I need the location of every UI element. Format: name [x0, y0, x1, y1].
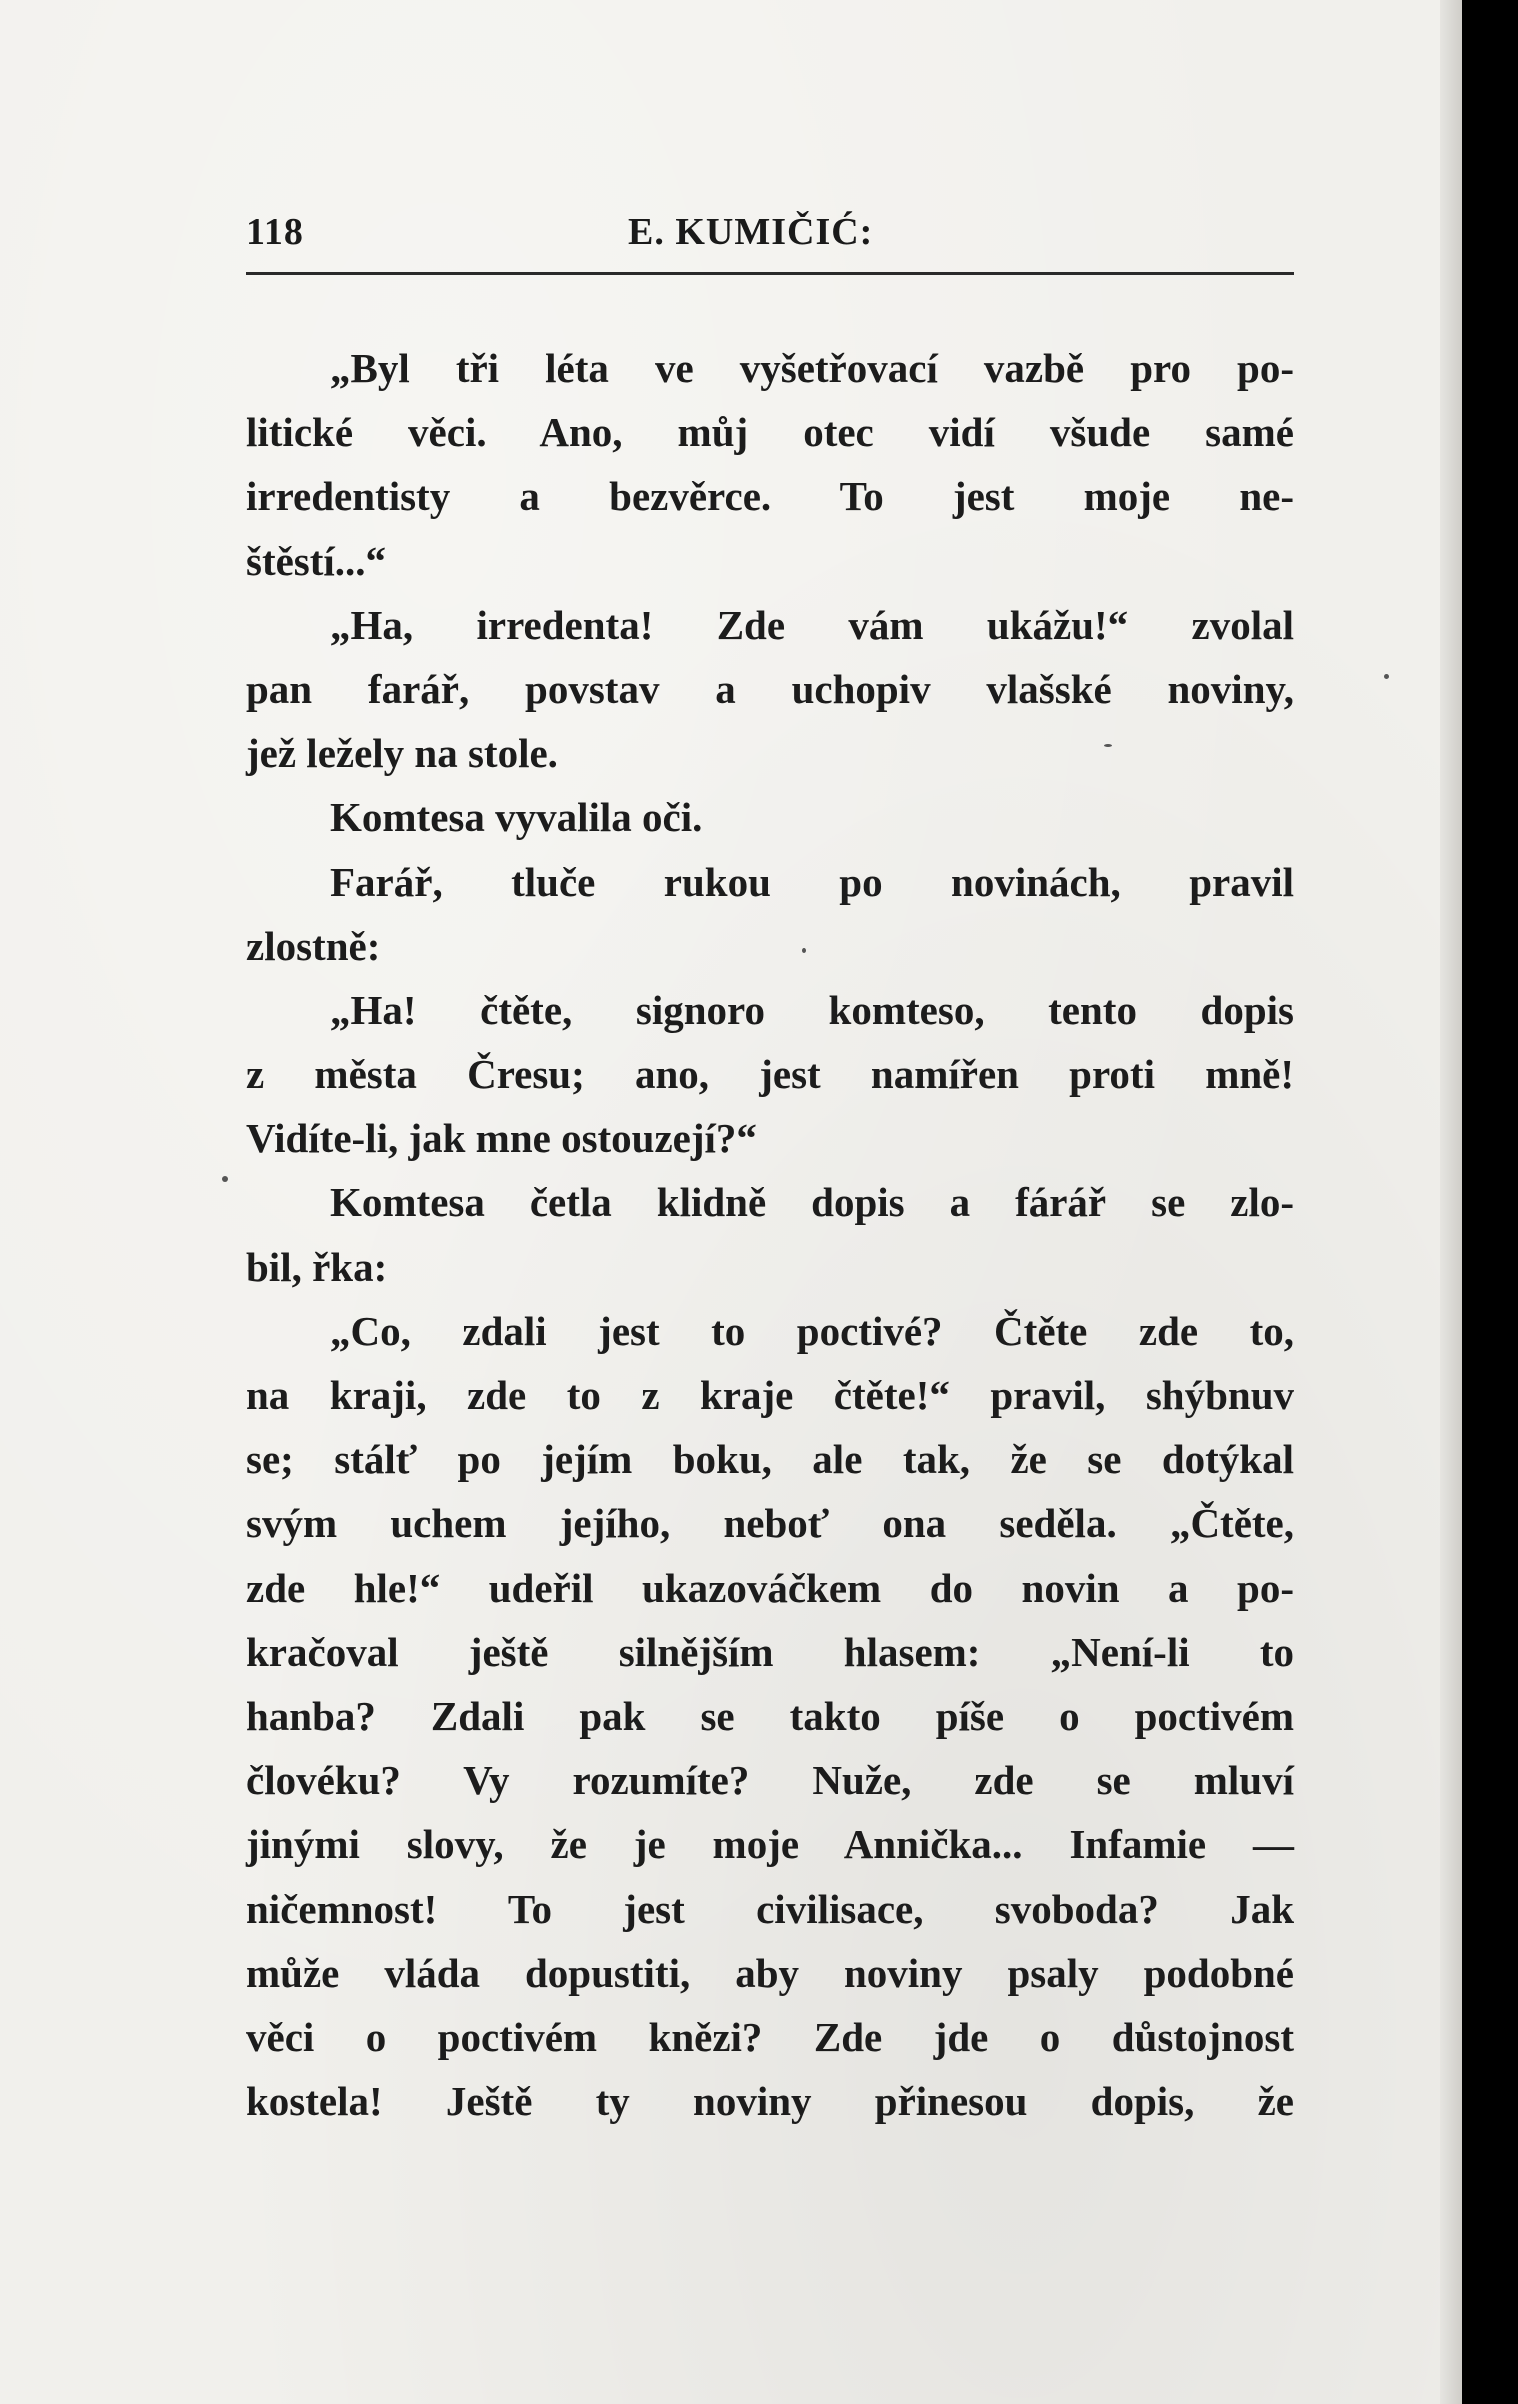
- text-line: kračoval ještě silnějším hlasem: „Není-li to: [246, 1628, 1294, 1675]
- text-line: pan farář, povstav a uchopiv vlašské noviny,: [246, 665, 1294, 712]
- text-line: může vláda dopustiti, aby noviny psaly podobné: [246, 1949, 1294, 1996]
- text-line: štěstí...“: [246, 537, 387, 584]
- header-rule: [246, 272, 1294, 275]
- body-text: [246, 336, 1294, 2133]
- text-line: Komtesa četla klidně dopis a fárář se zlo-: [330, 1179, 1294, 1226]
- text-line: jež ležely na stole.: [246, 730, 558, 777]
- text-line: jinými slovy, že je moje Annička... Infamie —: [246, 1821, 1294, 1868]
- text-line: človéku? Vy rozumíte? Nuže, zde se mluví: [246, 1757, 1294, 1804]
- text-line: Komtesa vyvalila oči.: [330, 794, 703, 841]
- text-line: „Co, zdali jest to poctivé? Čtěte zde to,: [330, 1307, 1294, 1354]
- text-line: věci o poctivém knězi? Zde jde o důstojnost: [246, 2013, 1294, 2060]
- text-line: ničemnost! To jest civilisace, svoboda? Jak: [246, 1885, 1294, 1932]
- text-line: bil, řka:: [246, 1243, 388, 1290]
- text-line: kostela! Ještě ty noviny přinesou dopis, že: [246, 2078, 1294, 2125]
- text-line: „Byl tři léta ve vyšetřovací vazbě pro po-: [330, 345, 1294, 391]
- page-header: [246, 204, 1294, 264]
- page-number: 118: [246, 211, 304, 253]
- text-line: hanba? Zdali pak se takto píše o poctivém: [246, 1692, 1294, 1739]
- text-line: z města Čresu; ano, jest namířen proti mně!: [246, 1051, 1294, 1098]
- print-speck: [222, 1176, 228, 1182]
- text-line: Farář, tluče rukou po novinách, pravil: [330, 858, 1294, 905]
- text-line: zlostně:: [246, 922, 381, 969]
- page-edge: [1440, 0, 1462, 2404]
- text-line: „Ha, irredenta! Zde vám ukážu!“ zvolal: [330, 601, 1294, 648]
- text-line: zde hle!“ udeřil ukazováčkem do novin a po-: [246, 1564, 1294, 1611]
- print-speck: [802, 948, 806, 953]
- running-head: E. KUMIČIĆ:: [628, 211, 874, 253]
- text-line: litické věci. Ano, můj otec vidí všude samé: [246, 409, 1294, 456]
- text-line: na kraji, zde to z kraje čtěte!“ pravil, shýbnuv: [246, 1372, 1294, 1418]
- print-speck: [1384, 674, 1389, 679]
- print-speck: [1104, 744, 1112, 747]
- text-line: „Ha! čtěte, signoro komteso, tento dopis: [330, 986, 1294, 1033]
- text-line: svým uchem jejího, neboť ona seděla. „Čtěte,: [246, 1500, 1294, 1547]
- text-line: irredentisty a bezvěrce. To jest moje ne-: [246, 473, 1294, 520]
- text-line: se; stálť po jejím boku, ale tak, že se dotýkal: [246, 1436, 1294, 1483]
- text-line: Vidíte-li, jak mne ostouzejí?“: [246, 1115, 757, 1162]
